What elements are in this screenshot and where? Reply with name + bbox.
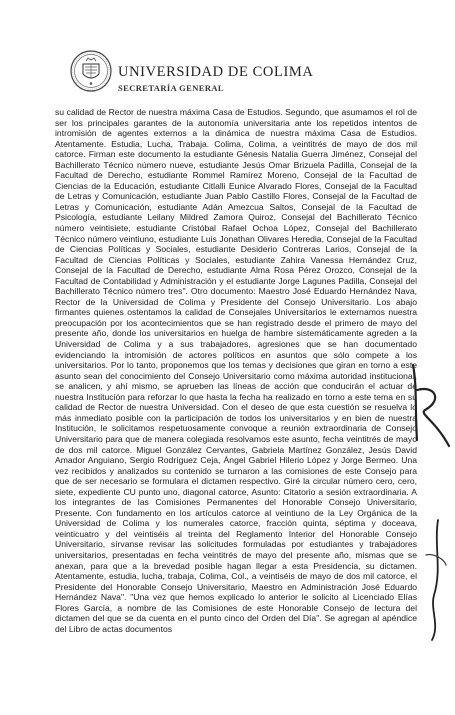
- university-name: UNIVERSIDAD DE COLIMA: [118, 64, 314, 80]
- university-seal-icon: [70, 50, 112, 92]
- document-body: su calidad de Rector de nuestra máxima Casa de Estudios. Segundo, que asumamos el rol de ser los principales garantes de la autonomía universitaria ante los repetidos intentos de intromisión de agentes externos a la dinámica de nuestra máxima Casa de Estudios. Atentamente. Estudia, Lucha, Trabaja. Colima, Colima, a veintitrés de mayo de dos mil catorce. Firman este documento la estudiante Génesis Natalia Guerra Jiménez, Consejal del Bachillerato Técnico número nueve, estudiante Jesús Omar Brizuela Padilla, Consejal de la Facultad de Derecho, estudiante Rommel Ramírez Moreno, Consejal de la Facultad de Ciencias de la Educación, estudiante Citlalli Eunice Alvarado Flores, Consejal de la Facultad de Letras y Comunicación, estudiante Juan Pablo Castillo Flores, Consejal de la Facultad de Letras y Comunicación, estudiante Adán Amezcua Saltos, Consejal de la Facultad de Psicología, estudiante Leilany Mildred Zamora Quiroz, Consejal del Bachillerato Técnico número veintisiete, estudiante Cristóbal Rafael Ochoa López, Consejal del Bachillerato Técnico número veintiuno, estudiante Luis Jonathan Olivares Heredia, Consejal de la Facultad de Ciencias Políticas y Sociales, estudiante Desiderio Contreras Larios, Consejal de la Facultad de Ciencias Políticas y Sociales, estudiante Zahira Vanessa Hernández Cruz, Consejal de la Facultad de Derecho, estudiante Alma Rosa Pérez Orozco, Consejal de la Facultad de Contabilidad y Administración y el estudiante Jorge Lagunes Padilla, Consejal del Bachillerato Técnico número tres". Otro documento: Maestro José Eduardo Hernández Nava, Rector de la Universidad de Colima y Presidente del Consejo Universitario. Los abajo firmantes quienes ostentamos la calidad de Consejales Universitarios le externamos nuestra preocupación por los acontecimientos que se han registrado desde el primero de mayo del presente año, donde los universitarios en huelga de hambre sistemáticamente agreden a la Universidad de Colima y a sus trabajadores, agresiones que se han documentado evidenciando la intromisión de actores políticos en asuntos que sólo compete a los universitarios. Por lo tanto, proponemos que los temas y decisiones que giran en torno a este asunto sean del conocimiento del Consejo Universitario como máxima autoridad institucional, se analicen, y ahí mismo, se aprueben las líneas de acción que conducirán el actuar de nuestra Institución para reforzar lo que hasta la fecha ha realizado en torno a este tema en su calidad de Rector de nuestra Universidad. Con el deseo de que esta cuestión se resuelva lo más inmediato posible con la participación de todos los universitarios y en bien de nuestra Institución, le solicitamos respetuosamente convoque a reunión extraordinaria de Consejo Universitario para que de manera colegiada resolvamos este asunto, fecha veintitrés de mayo de dos mil catorce. Miguel González Cervantes, Gabriela Martínez González, Jesús David Amador Anguiano, Sergio Rodríguez Ceja, Ángel Gabriel Hilerio López y Jorge Bermeo. Una vez recibidos y analizados su contenido se turnaron a las comisiones de este Consejo para que de ser necesario se formulara el dictamen respectivo. Giré la circular número cero, cero, siete, expediente CU punto uno, diagonal catorce, Asunto: Citatorio a sesión extraordinaria. A los integrantes de las Comisiones Permanentes del Honorable Consejo Universitario, Presente. Con fundamento en los artículos catorce al veintiuno de la Ley Orgánica de la Universidad de Colima y los numerales catorce, fracción quinta, séptima y doceava, veinticuatro y del veintiséis al treinta del Reglamento Interior del Honorable Consejo Universitario, sírvanse revisar las solicitudes formuladas por estudiantes y trabajadores universitarios, presentadas en fecha veintitrés de mayo del presente año, mismas que se anexan, para que a la brevedad posible hagan llegar a esta Presidencia, su dictamen. Atentamente, estudia, lucha, trabaja, Colima, Col., a veintiséis de mayo de dos mil catorce, el Presidente del Honorable Consejo Universitario, Maestro en Administración José Eduardo Hernández Nava". "Una vez que hemos explicado lo anterior le solicito al Licenciado Elías Flores García, a nombre de las Comisiones de este Honorable Consejo de lectura del dictamen del que se da cuenta en el punto cinco del Orden del Día". Se agregan al apéndice del Libro de actas documentos: [55, 107, 417, 634]
- handwritten-margin-mark: [420, 515, 450, 645]
- department-name: SECRETARÍA GENERAL: [118, 83, 224, 93]
- handwritten-signature-mark: [405, 360, 453, 450]
- letterhead: [0, 0, 455, 100]
